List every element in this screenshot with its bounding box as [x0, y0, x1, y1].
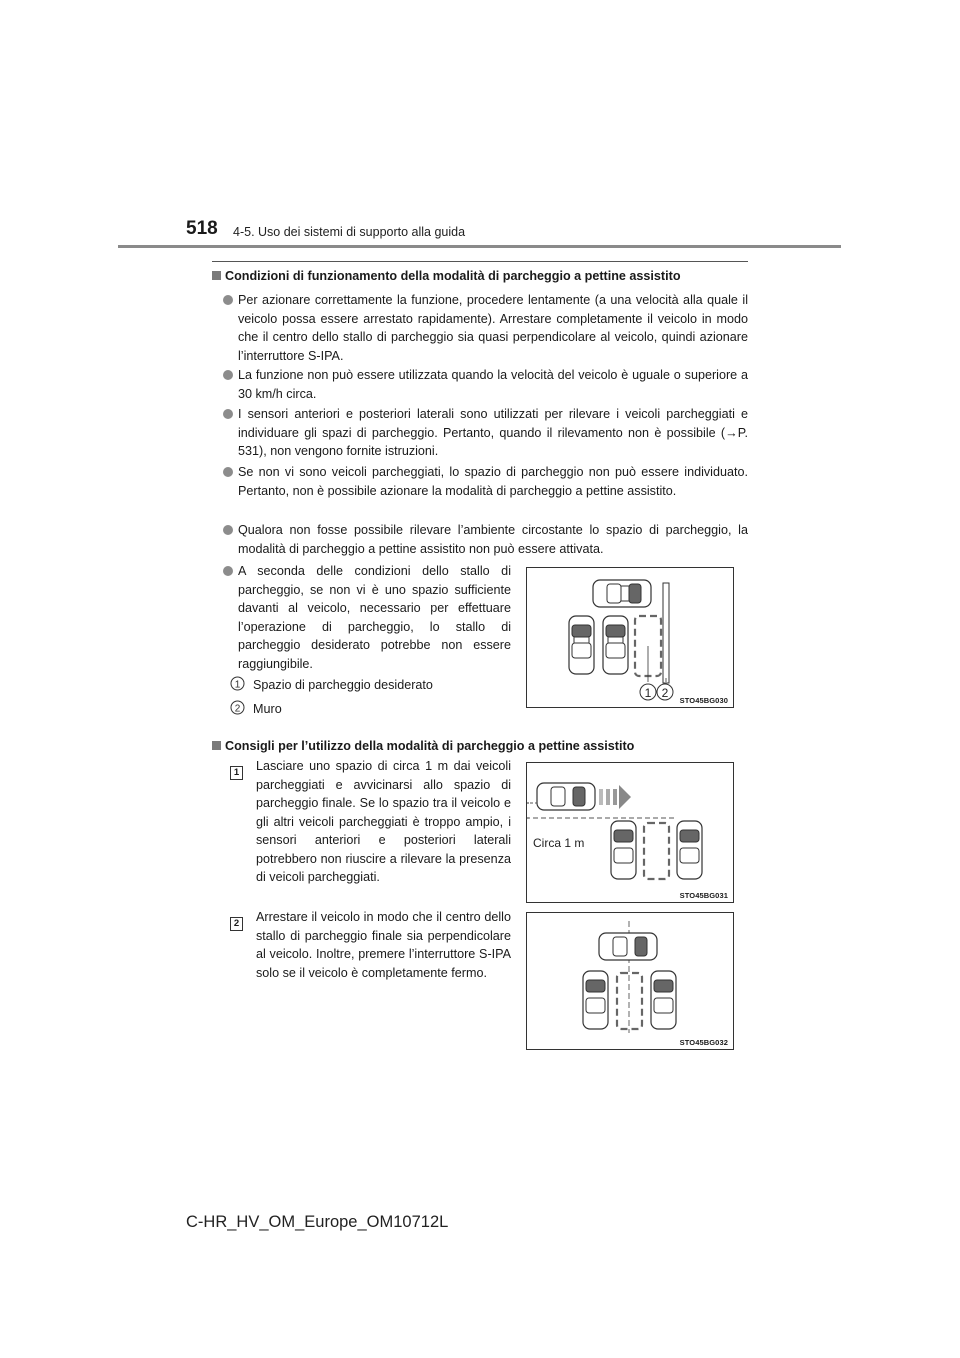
bullet-text: Qualora non fosse possibile rilevare l’ambiente circostante lo spazio di parcheggio, la modalità di parcheggio a pettine assistito non può essere attivata. [238, 523, 748, 556]
section-heading-operating-conditions [212, 268, 681, 284]
wall [663, 583, 669, 683]
figure-parking-wall [526, 567, 734, 708]
ego-car [593, 580, 651, 607]
header-rule [118, 245, 841, 248]
section-heading-text: Condizioni di funzionamento della modalità di parcheggio a pettine assistito [225, 269, 681, 283]
svg-text:1: 1 [234, 679, 241, 691]
step-number-badge: 2 [230, 917, 243, 931]
parking-diagram-3 [527, 913, 733, 1049]
ego-car [537, 783, 595, 810]
chapter-title: 4-5. Uso dei sistemi di supporto alla guida [233, 225, 466, 239]
legend-item-desired-space [230, 676, 433, 695]
step-text-2: Arrestare il veicolo in modo che il centro dello stallo di parcheggio finale sia perpendicolare al veicolo. Inoltre, premere l’interruttore S-IPA solo se il veicolo è completamente fermo. [256, 910, 511, 980]
list-item [238, 521, 748, 558]
figure-code: STO45BG032 [679, 1038, 728, 1047]
section-rule [212, 261, 748, 262]
parking-diagram-2 [527, 763, 733, 902]
legend-label: Muro [253, 702, 282, 716]
parking-diagram-1 [527, 568, 733, 707]
number-2-circle-icon [230, 700, 245, 715]
target-space [644, 823, 669, 879]
figure-stop-position [526, 912, 734, 1050]
parked-car [611, 821, 636, 879]
step-number-1 [230, 762, 243, 780]
parked-car [569, 616, 594, 674]
bullet-dot-icon [223, 566, 233, 576]
bullet-text: La funzione non può essere utilizzata quando la velocità del veicolo è uguale o superiore a 30 km/h circa. [238, 368, 748, 401]
list-item [238, 562, 511, 673]
list-item [238, 463, 748, 500]
parked-car [583, 971, 608, 1029]
document-code: C-HR_HV_OM_Europe_OM10712L [186, 1213, 449, 1231]
list-item [238, 291, 748, 365]
parked-car [603, 616, 628, 674]
list-item [238, 405, 748, 461]
ego-car [599, 933, 657, 960]
square-bullet-icon [212, 741, 221, 750]
figure-approach-distance [526, 762, 734, 903]
section-heading-text: Consigli per l’utilizzo della modalità di parcheggio a pettine assistito [225, 739, 635, 753]
list-item [238, 366, 748, 403]
step-number-2 [230, 913, 243, 931]
bullet-text: I sensori anteriori e posteriori laterali sono utilizzati per rilevare i veicoli parcheggiati e individuare gli spazi di parcheggio. Pertanto, quando il rilevamento non è possibile (→P. 531), non vengono fornite istruzioni. [238, 407, 748, 458]
figure-code: STO45BG031 [679, 891, 728, 900]
svg-text:1: 1 [644, 686, 652, 700]
direction-arrow-icon [599, 785, 631, 809]
svg-text:2: 2 [661, 686, 669, 700]
bullet-dot-icon [223, 467, 233, 477]
step-number-badge: 1 [230, 766, 243, 780]
bullet-text: Per azionare correttamente la funzione, procedere lentamente (a una velocità alla quale il veicolo possa essere arrestato rapidamente). Arrestare completamente il veicolo in modo che il centro dello stallo di parcheggio sia quasi perpendicolare al veicolo, quindi azionare l’interruttore S-IPA. [238, 293, 748, 363]
figure-code: STO45BG030 [679, 696, 728, 705]
legend-item-wall [230, 700, 282, 719]
page-number: 518 [186, 218, 218, 239]
square-bullet-icon [212, 271, 221, 280]
bullet-text: A seconda delle condizioni dello stallo di parcheggio, se non vi è uno spazio sufficiente davanti al veicolo, necessario per effettuare l’operazione di parcheggio, lo stallo di parcheggio desiderato potrebbe non essere raggiungibile. [238, 564, 511, 671]
bullet-dot-icon [223, 295, 233, 305]
number-1-circle-icon [230, 676, 245, 691]
step-text-1: Lasciare uno spazio di circa 1 m dai veicoli parcheggiati e avvicinarsi allo spazio di parcheggio finale. Se lo spazio tra il veicolo e gli altri veicoli parcheggiati è troppo ampio, i sensori anteriori e posteriori laterali potrebbero non riuscire a rilevare la presenza di veicoli parcheggiati. [256, 759, 511, 884]
parked-car [677, 821, 702, 879]
section-heading-usage-tips [212, 738, 634, 754]
legend-label: Spazio di parcheggio desiderato [253, 678, 433, 692]
bullet-dot-icon [223, 525, 233, 535]
parked-car [651, 971, 676, 1029]
bullet-dot-icon [223, 409, 233, 419]
bullet-dot-icon [223, 370, 233, 380]
bullet-text: Se non vi sono veicoli parcheggiati, lo spazio di parcheggio non può essere individuato. Pertanto, non è possibile azionare la modalità di parcheggio a pettine assistito. [238, 465, 748, 498]
svg-text:2: 2 [234, 703, 241, 715]
distance-label: Circa 1 m [533, 836, 585, 850]
